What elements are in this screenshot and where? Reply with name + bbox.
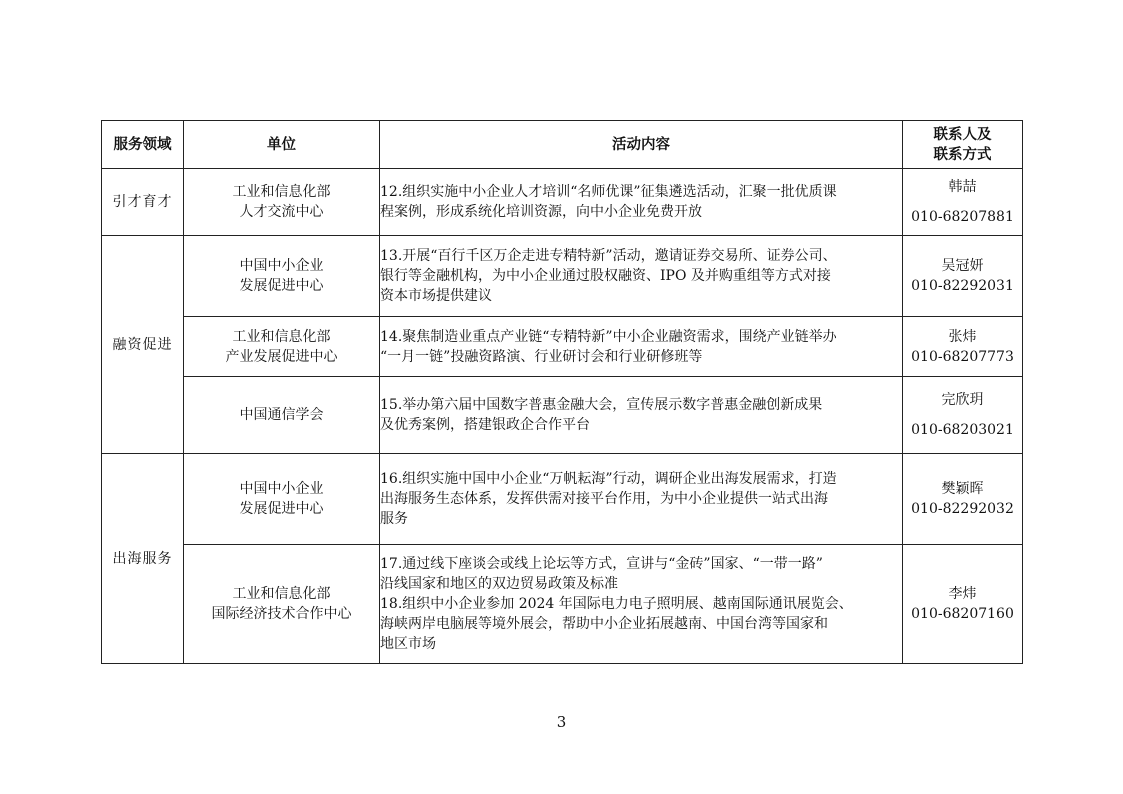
table-row xyxy=(102,377,1023,454)
page-number: 3 xyxy=(556,713,567,731)
activity-cell xyxy=(380,317,903,377)
table-row xyxy=(102,454,1023,545)
activity-cell xyxy=(380,377,903,454)
activity-line: 服务 xyxy=(380,511,408,527)
activity-line: 银行等金融机构，为中小企业通过股权融资、IPO 及并购重组等方式对接 xyxy=(380,268,831,284)
table-row xyxy=(102,236,1023,317)
activity-line: 14.聚焦制造业重点产业链“专精特新”中小企业融资需求，围绕产业链举办 xyxy=(380,328,837,345)
activity-line: 13.开展“百行千区万企走进专精特新”活动，邀请证券交易所、证券公司、 xyxy=(380,248,837,264)
activity-line: 程案例，形成系统化培训资源，向中小企业免费开放 xyxy=(380,204,702,220)
activity-line: 及优秀案例，搭建银政企合作平台 xyxy=(380,417,590,433)
contact-cell xyxy=(903,236,1023,317)
unit-line: 产业发展促进中心 xyxy=(225,348,338,365)
activity-line: 出海服务生态体系，发挥供需对接平台作用，为中小企业提供一站式出海 xyxy=(380,491,828,507)
unit-cell xyxy=(184,545,380,664)
unit-line: 国际经济技术合作中心 xyxy=(211,606,352,622)
unit-line: 人才交流中心 xyxy=(239,204,324,220)
header-contact-line2: 联系方式 xyxy=(933,146,992,163)
contact-cell xyxy=(903,454,1023,545)
activity-line: 沿线国家和地区的双边贸易政策及标准 xyxy=(380,576,618,592)
unit-cell xyxy=(184,236,380,317)
activity-line: “一月一链”投融资路演、行业研讨会和行业研修班等 xyxy=(380,348,703,365)
contact-phone: 010-82292031 xyxy=(911,278,1014,294)
contact-cell xyxy=(903,545,1023,664)
contact-cell xyxy=(903,377,1023,454)
contact-name: 完欣玥 xyxy=(941,392,984,408)
activity-line: 18.组织中小企业参加 2024 年国际电力电子照明展、越南国际通讯展览会、 xyxy=(380,596,853,612)
activity-line: 16.组织实施中国中小企业“万帆耘海”行动，调研企业出海发展需求，打造 xyxy=(380,471,837,487)
activity-line: 海峡两岸电脑展等境外展会，帮助中小企业拓展越南、中国台湾等国家和 xyxy=(380,616,828,632)
unit-line: 工业和信息化部 xyxy=(232,184,331,200)
contact-phone: 010-68207773 xyxy=(911,348,1014,365)
domain-cell: 引才育才 xyxy=(102,169,184,236)
unit-cell xyxy=(184,169,380,236)
header-activity: 活动内容 xyxy=(380,121,903,169)
header-unit: 单位 xyxy=(184,121,380,169)
contact-name: 韩喆 xyxy=(948,179,977,195)
contact-name: 吴冠妍 xyxy=(941,258,984,274)
contact-name: 樊颖晖 xyxy=(941,481,984,497)
contact-cell xyxy=(903,169,1023,236)
contact-phone: 010-68207160 xyxy=(911,606,1014,622)
unit-line: 中国中小企业 xyxy=(239,258,324,274)
header-contact xyxy=(903,121,1023,169)
activity-line: 17.通过线下座谈会或线上论坛等方式，宣讲与“金砖”国家、“一带一路” xyxy=(380,556,823,572)
header-row xyxy=(102,121,1023,169)
activity-line: 地区市场 xyxy=(380,636,436,652)
activity-cell xyxy=(380,169,903,236)
header-domain: 服务领域 xyxy=(102,121,184,169)
activity-cell xyxy=(380,236,903,317)
unit-line: 中国通信学会 xyxy=(239,407,324,423)
unit-line: 发展促进中心 xyxy=(239,501,324,517)
service-table xyxy=(101,120,1023,664)
table-row xyxy=(102,169,1023,236)
unit-cell xyxy=(184,454,380,545)
activity-line: 15.举办第六届中国数字普惠金融大会，宣传展示数字普惠金融创新成果 xyxy=(380,397,823,413)
contact-name: 李炜 xyxy=(948,586,977,602)
unit-cell xyxy=(184,377,380,454)
activity-cell xyxy=(380,454,903,545)
contact-phone: 010-82292032 xyxy=(911,501,1014,517)
domain-cell: 融资促进 xyxy=(102,236,184,454)
unit-line: 发展促进中心 xyxy=(239,278,324,294)
unit-line: 工业和信息化部 xyxy=(232,328,331,345)
unit-cell xyxy=(184,317,380,377)
activity-line: 12.组织实施中小企业人才培训“名师优课”征集遴选活动，汇聚一批优质课 xyxy=(380,184,837,200)
unit-line: 中国中小企业 xyxy=(239,481,324,497)
unit-line: 工业和信息化部 xyxy=(232,586,331,602)
contact-cell xyxy=(903,317,1023,377)
header-contact-line1: 联系人及 xyxy=(933,126,992,143)
activity-cell xyxy=(380,545,903,664)
table-row xyxy=(102,545,1023,664)
contact-phone: 010-68207881 xyxy=(911,209,1014,225)
activity-line: 资本市场提供建议 xyxy=(380,288,492,304)
contact-phone: 010-68203021 xyxy=(911,422,1014,438)
table-row xyxy=(102,317,1023,377)
domain-cell: 出海服务 xyxy=(102,454,184,664)
contact-name: 张炜 xyxy=(948,328,977,345)
